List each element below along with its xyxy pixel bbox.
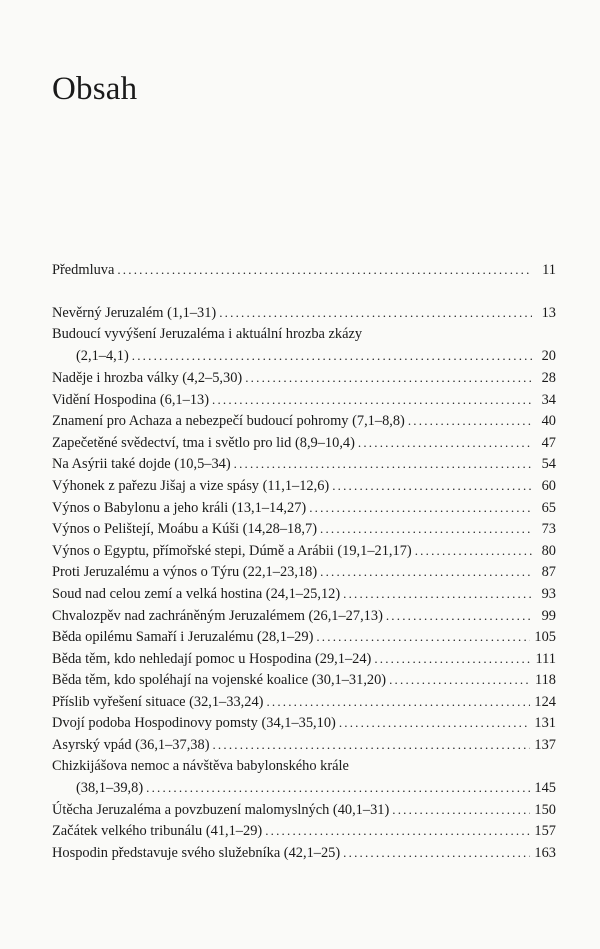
toc-entry-title: Budoucí vyvýšení Jeruzaléma i aktuální hrozba zkázy	[52, 325, 363, 342]
dot-leader	[408, 410, 532, 432]
toc-entry-title: Výnos o Egyptu, přímořské stepi, Dúmě a Arábii (19,1–21,17)	[52, 542, 412, 559]
toc-entry	[52, 842, 556, 864]
toc-entry-title: Chizkijášova nemoc a návštěva babylonského krále	[52, 757, 349, 774]
dot-leader	[358, 432, 532, 454]
toc-entry-page: 131	[534, 715, 556, 732]
toc-entry-page: 11	[542, 262, 556, 278]
toc-entry-title: Naděje i hrozba války (4,2–5,30)	[52, 369, 243, 386]
toc-entry-page: 150	[534, 801, 556, 818]
toc-entry-page: 28	[541, 369, 556, 386]
toc-entry-title: Soud nad celou zemí a velká hostina (24,1–25,12)	[52, 585, 341, 602]
toc-entry-page: 54	[541, 456, 556, 473]
toc-entry-page: 73	[541, 521, 556, 538]
dot-leader	[212, 389, 532, 411]
toc-entry-title: Proti Jeruzalému a výnos o Týru (22,1–23,18)	[52, 564, 318, 581]
toc-entry	[52, 475, 556, 497]
toc-entry	[52, 540, 556, 562]
dot-leader	[146, 777, 530, 799]
toc-entry-title: Chvalozpěv nad zachráněným Jeruzalémem (26,1–27,13)	[52, 607, 383, 624]
toc-entry-title: Hospodin představuje svého služebníka (42,1–25)	[52, 845, 341, 862]
toc-entry-page: 13	[541, 305, 556, 322]
toc-entry	[52, 410, 556, 432]
dot-leader	[392, 799, 530, 821]
toc-entry	[52, 583, 556, 605]
toc-entry-page: 118	[534, 672, 556, 689]
toc-entry	[52, 324, 556, 346]
dot-leader	[265, 820, 530, 842]
dot-leader	[117, 259, 532, 281]
toc-entry-page: 137	[534, 737, 556, 754]
toc-entry	[52, 712, 556, 734]
toc-entry	[52, 626, 556, 648]
toc-entry-page: 34	[541, 391, 556, 408]
toc-entry-page: 60	[541, 477, 556, 494]
toc-entry	[52, 691, 556, 713]
toc-entry	[52, 259, 556, 281]
toc-entry-title: Útěcha Jeruzaléma a povzbuzení malomyslných (40,1–31)	[52, 801, 390, 818]
toc-entry-page: 99	[541, 607, 556, 624]
dot-leader	[415, 540, 532, 562]
toc-entry-page: 145	[534, 780, 556, 797]
dot-leader	[266, 691, 530, 713]
toc-entry	[52, 432, 556, 454]
toc-entry-page: 93	[541, 585, 556, 602]
toc-entry	[52, 453, 556, 475]
toc-entry-title: Výnos o Pelištejí, Moábu a Kúši (14,28–18,7)	[52, 521, 318, 538]
dot-leader	[343, 583, 532, 605]
toc-entry	[52, 561, 556, 583]
toc-entry-title: Nevěrný Jeruzalém (1,1–31)	[52, 305, 217, 322]
toc-entry-title: (38,1–39,8)	[76, 780, 144, 797]
toc-entry-page: 157	[534, 823, 556, 840]
toc-entry	[52, 605, 556, 627]
toc-entry	[52, 367, 556, 389]
dot-leader	[234, 453, 532, 475]
toc-entry-title: Běda těm, kdo spoléhají na vojenské koalice (30,1–31,20)	[52, 672, 387, 689]
toc-entry-page: 87	[541, 564, 556, 581]
toc-entry-title: Zapečetěné svědectví, tma i světlo pro lid (8,9–10,4)	[52, 434, 355, 451]
dot-leader	[245, 367, 532, 389]
toc-entry-continuation	[52, 345, 556, 367]
toc-entry	[52, 669, 556, 691]
toc-entry-page: 163	[534, 845, 556, 862]
dot-leader	[320, 518, 532, 540]
toc-entry	[52, 497, 556, 519]
dot-leader	[219, 302, 532, 324]
toc-entry-page: 20	[541, 348, 556, 365]
toc-entry-title: Běda opilému Samaří i Jeruzalému (28,1–29)	[52, 629, 314, 646]
toc-entry-title: Asyrský vpád (36,1–37,38)	[52, 737, 210, 754]
toc-entry-page: 80	[541, 542, 556, 559]
toc-entry-title: Běda těm, kdo nehledají pomoc u Hospodina (29,1–24)	[52, 650, 372, 667]
toc-entry-title: Dvojí podoba Hospodinovy pomsty (34,1–35,10)	[52, 715, 336, 732]
toc-entry	[52, 820, 556, 842]
toc-entry	[52, 756, 556, 778]
page-title: Obsah	[52, 71, 138, 107]
toc-entry-title: Vidění Hospodina (6,1–13)	[52, 391, 210, 408]
toc-entry-title: (2,1–4,1)	[76, 348, 129, 365]
dot-leader	[339, 712, 531, 734]
dot-leader	[332, 475, 532, 497]
toc-entry-title: Výhonek z pařezu Jišaj a vize spásy (11,1–12,6)	[52, 477, 330, 494]
toc-entry-page: 124	[534, 693, 556, 710]
toc-entry	[52, 518, 556, 540]
toc-entry-title: Příslib vyřešení situace (32,1–33,24)	[52, 693, 264, 710]
toc-entry	[52, 734, 556, 756]
toc-entry	[52, 648, 556, 670]
toc-entry-title: Na Asýrii také dojde (10,5–34)	[52, 456, 231, 473]
dot-leader	[316, 626, 530, 648]
dot-leader	[309, 497, 532, 519]
toc-entry	[52, 799, 556, 821]
toc-entry-page: 105	[534, 629, 556, 646]
dot-leader	[132, 345, 532, 367]
toc-entry-page: 111	[535, 650, 556, 667]
dot-leader	[386, 605, 532, 627]
toc-entry-title: Začátek velkého tribunálu (41,1–29)	[52, 823, 263, 840]
toc-entry-continuation	[52, 777, 556, 799]
toc-entry-title: Znamení pro Achaza a nebezpečí budoucí pohromy (7,1–8,8)	[52, 413, 405, 430]
dot-leader	[212, 734, 530, 756]
toc-entry	[52, 389, 556, 411]
toc-entry-page: 40	[541, 413, 556, 430]
toc-entry-title: Výnos o Babylonu a jeho králi (13,1–14,27)	[52, 499, 307, 516]
dot-leader	[374, 648, 531, 670]
toc-entry-page: 47	[541, 434, 556, 451]
toc-entry-page: 65	[541, 499, 556, 516]
table-of-contents	[52, 259, 556, 864]
toc-entry	[52, 302, 556, 324]
toc-entry-title: Předmluva	[52, 262, 115, 278]
dot-leader	[320, 561, 532, 583]
dot-leader	[389, 669, 531, 691]
dot-leader	[343, 842, 530, 864]
